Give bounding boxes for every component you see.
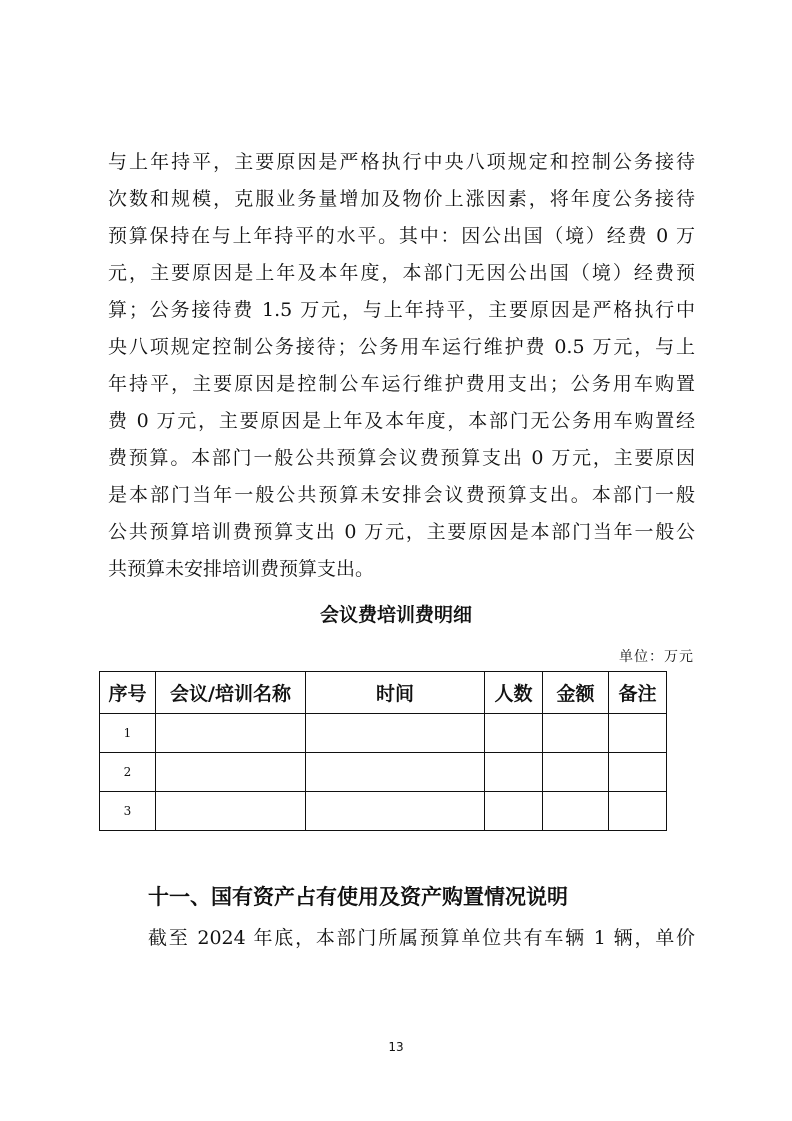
header-remark: 备注 [609,672,667,714]
cell-seq: 2 [100,753,156,792]
cell-time [306,714,485,753]
unit-label: 单位：万元 [619,649,694,665]
cell-remark [609,714,667,753]
section-first-line: 截至 2024 年底，本部门所属预算单位共有车辆 1 辆，单价 [148,927,695,949]
body-line: 年持平，主要原因是控制公车运行维护费用支出；公务用车购置 [108,373,695,395]
cell-amount [543,753,609,792]
cell-amount [543,714,609,753]
table-title: 会议费培训费明细 [319,604,472,626]
cell-time [306,753,485,792]
body-line: 费 0 万元，主要原因是上年及本年度，本部门无公务用车购置经 [108,410,695,432]
body-line: 算；公务接待费 1.5 万元，与上年持平，主要原因是严格执行中 [108,299,695,321]
cell-people [485,753,543,792]
meeting-training-table [99,671,667,831]
cell-seq: 3 [100,792,156,831]
header-people: 人数 [485,672,543,714]
body-line: 次数和规模，克服业务量增加及物价上涨因素，将年度公务接待 [108,188,695,210]
table-header-row [100,672,667,714]
body-line: 预算保持在与上年持平的水平。其中：因公出国（境）经费 0 万 [108,225,695,247]
body-line: 与上年持平，主要原因是严格执行中央八项规定和控制公务接待 [108,151,695,173]
cell-people [485,792,543,831]
table-row [100,753,667,792]
body-line: 央八项规定控制公务接待；公务用车运行维护费 0.5 万元，与上 [108,336,695,358]
header-amount: 金额 [543,672,609,714]
body-line: 费预算。本部门一般公共预算会议费预算支出 0 万元，主要原因 [108,447,695,469]
page-number: 13 [388,1040,404,1054]
cell-amount [543,792,609,831]
cell-remark [609,792,667,831]
header-seq: 序号 [100,672,156,714]
cell-name [156,792,306,831]
header-name: 会议/培训名称 [156,672,306,714]
cell-remark [609,753,667,792]
cell-time [306,792,485,831]
table-row [100,792,667,831]
body-line: 是本部门当年一般公共预算未安排会议费预算支出。本部门一般 [108,484,695,506]
cell-name [156,714,306,753]
section-heading: 十一、国有资产占有使用及资产购置情况说明 [148,885,568,909]
body-line: 公共预算培训费预算支出 0 万元，主要原因是本部门当年一般公 [108,521,695,543]
body-line: 共预算未安排培训费预算支出。 [108,558,375,580]
cell-seq: 1 [100,714,156,753]
cell-people [485,714,543,753]
header-time: 时间 [306,672,485,714]
cell-name [156,753,306,792]
body-line: 元，主要原因是上年及本年度，本部门无因公出国（境）经费预 [108,262,695,284]
table-row [100,714,667,753]
